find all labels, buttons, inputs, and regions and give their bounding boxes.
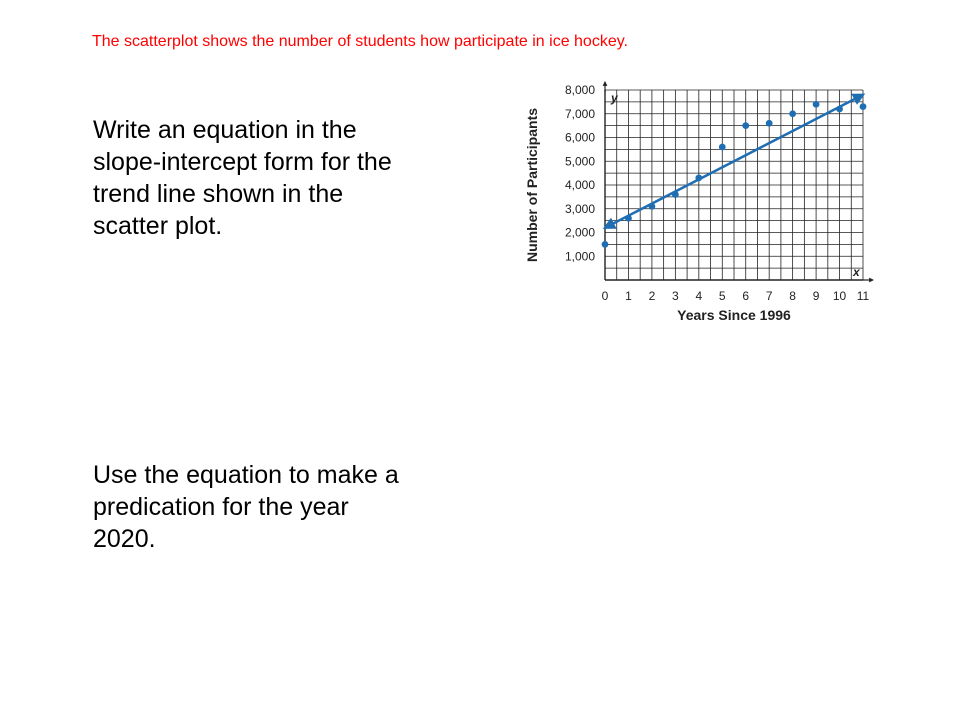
data-point [695,174,702,181]
data-point [813,101,820,108]
x-axis-label: Years Since 1996 [677,307,791,323]
x-tick-label: 3 [672,289,679,303]
question-prediction: Use the equation to make a predication for the year 2020. [93,461,399,553]
y-tick-label: 6,000 [564,130,595,145]
data-point [789,110,796,117]
data-point [672,191,679,198]
x-tick-label: 8 [789,289,796,303]
x-tick-label: 6 [742,289,750,303]
data-point [625,215,632,222]
data-point [602,241,609,248]
x-tick-label: 10 [832,289,847,303]
data-point [719,144,726,151]
x-tick-label: 7 [765,289,773,303]
x-tick-label: 5 [718,289,726,303]
x-axis-name: x [853,265,860,279]
x-tick-label: 11 [856,289,870,303]
x-tick-label: 0 [601,289,609,303]
x-tick-label: 9 [812,289,820,303]
y-axis-label: Number of Participants [524,107,540,263]
x-tick-label: 2 [648,289,656,303]
data-point [766,120,773,127]
x-tick-label: 1 [625,289,632,303]
y-tick-label: 4,000 [564,178,595,192]
y-tick-label: 1,000 [564,249,595,264]
data-point [742,122,749,129]
y-axis-name: y [611,91,618,105]
y-tick-label: 5,000 [564,154,595,169]
grid [605,90,863,280]
scatter-chart [510,78,890,338]
x-tick-label: 4 [695,289,703,303]
question-equation: Write an equation in the slope-intercept form for the trend line shown in the scatter plot. [93,116,392,240]
y-tick-label: 7,000 [564,106,595,121]
y-tick-label: 3,000 [564,201,595,216]
data-point [649,203,656,210]
y-tick-label: 8,000 [564,83,595,97]
data-point [836,106,843,113]
data-point [860,103,867,110]
header-note: The scatterplot shows the number of students how participate in ice hockey. [92,33,628,50]
y-tick-label: 2,000 [564,225,595,240]
